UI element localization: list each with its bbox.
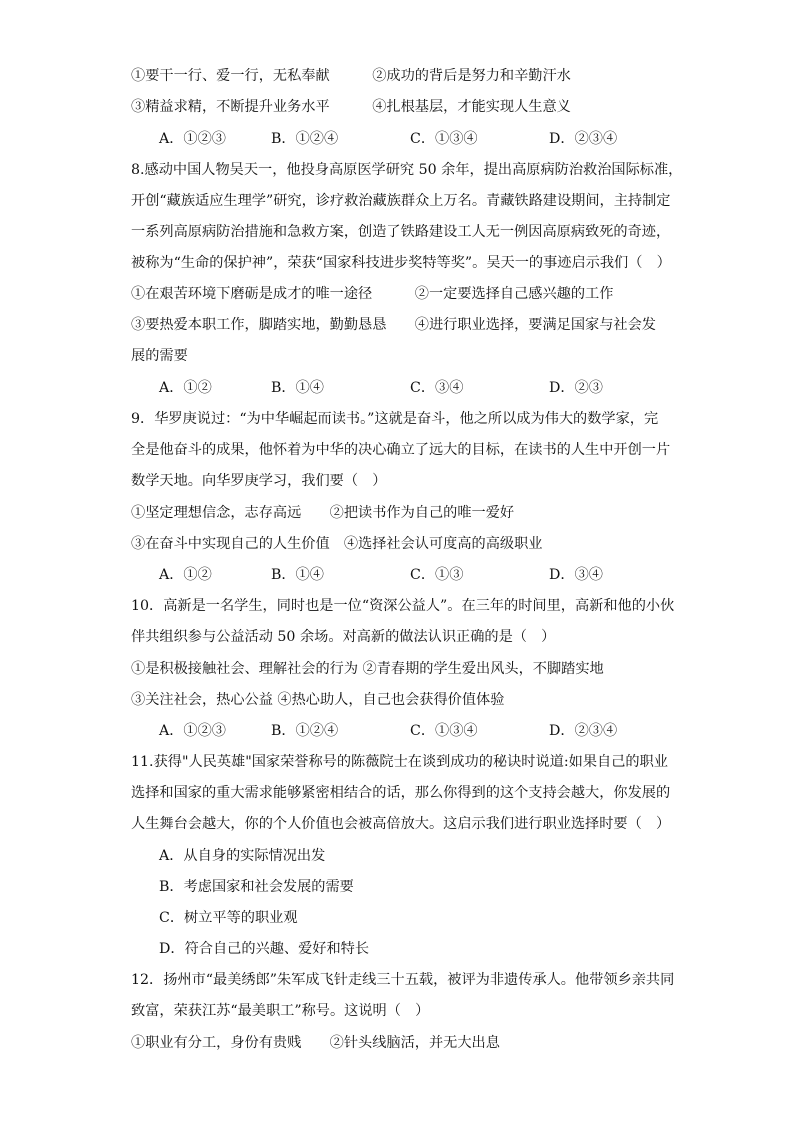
q10-stem-2: 伴共组织参与公益活动 50 余场。对高新的做法认识正确的是（ ） bbox=[131, 629, 556, 645]
q7-statements-1-2: ①要干一行、爱一行，无私奉献 ②成功的背后是努力和辛勤汗水 bbox=[131, 68, 571, 84]
q9-option-c: C．①③ bbox=[410, 567, 464, 583]
q9-option-a: A．①② bbox=[159, 567, 212, 583]
q8-option-d: D．②③ bbox=[549, 380, 603, 396]
q11-option-d: D．符合自己的兴趣、爱好和特长 bbox=[159, 941, 370, 957]
q12-statements-1-2: ①职业有分工，身份有贵贱 ②针头线脑活，并无大出息 bbox=[131, 1035, 500, 1051]
q10-option-c: C．①③④ bbox=[410, 723, 478, 739]
q11-stem-1: 11.获得"人民英雄"国家荣誉称号的陈薇院士在谈到成功的秘诀时说道:如果自己的职业 bbox=[131, 754, 668, 770]
q8-option-c: C．③④ bbox=[410, 380, 464, 396]
q10-stem-1: 10．高新是一名学生，同时也是一位“资深公益人”。在三年的时间里，高新和他的小伙 bbox=[131, 598, 675, 614]
q11-stem-3: 人生舞台会越大，你的个人价值也会被高倍放大。这启示我们进行职业选择时要（ ） bbox=[131, 816, 671, 832]
q7-option-d: D．②③④ bbox=[549, 131, 618, 147]
q9-option-b: B．①④ bbox=[271, 567, 324, 583]
q8-stem-3: 一系列高原病防治措施和急救方案，创造了铁路建设工人无一例因高原病致死的奇迹， bbox=[131, 224, 671, 240]
q11-option-c: C．树立平等的职业观 bbox=[159, 910, 298, 926]
q8-statements-3-4: ③要热爱本职工作，脚踏实地，勤勤恳恳 ④进行职业选择，要满足国家与社会发 bbox=[131, 317, 656, 333]
q11-stem-2: 选择和国家的重大需求能够紧密相结合的话，那么你得到的这个支持会越大，你发展的 bbox=[131, 785, 671, 801]
q12-stem-1: 12．扬州市“最美绣郎”朱军成飞针走线三十五载，被评为非遗传承人。他带领乡亲共同 bbox=[131, 972, 675, 988]
q8-stem-1: 8.感动中国人物吴天一，他投身高原医学研究 50 余年，提出高原病防治救治国际标准， bbox=[131, 162, 683, 178]
q9-statements-3-4: ③在奋斗中实现自己的人生价值 ④选择社会认可度高的高级职业 bbox=[131, 536, 543, 552]
q9-option-d: D．③④ bbox=[549, 567, 603, 583]
q8-option-b: B．①④ bbox=[271, 380, 324, 396]
q8-statements-1-2: ①在艰苦环境下磨砺是成才的唯一途径 ②一定要选择自己感兴趣的工作 bbox=[131, 286, 614, 302]
q7-option-c: C．①③④ bbox=[410, 131, 478, 147]
q10-option-a: A．①②③ bbox=[159, 723, 226, 739]
q12-stem-2: 致富，荣获江苏“最美职工”称号。这说明（ ） bbox=[131, 1003, 430, 1019]
q10-statements-1-2: ①是积极接触社会、理解社会的行为 ②青春期的学生爱出风头，不脚踏实地 bbox=[131, 661, 604, 677]
q8-stem-4: 被称为“生命的保护神”，荣获“国家科技进步奖特等奖”。吴天一的事迹启示我们（ ） bbox=[131, 255, 671, 271]
q10-statements-3-4: ③关注社会，热心公益 ④热心助人，自己也会获得价值体验 bbox=[131, 692, 505, 708]
q7-option-b: B．①②④ bbox=[271, 131, 339, 147]
q10-option-d: D．②③④ bbox=[549, 723, 618, 739]
q7-statements-3-4: ③精益求精，不断提升业务水平 ④扎根基层，才能实现人生意义 bbox=[131, 99, 571, 115]
q9-stem-2: 全是他奋斗的成果，他怀着为中华的决心确立了远大的目标，在读书的人生中开创一片 bbox=[131, 442, 671, 458]
q9-stem-3: 数学天地。向华罗庚学习，我们要（ ） bbox=[131, 473, 387, 489]
q11-option-b: B．考虑国家和社会发展的需要 bbox=[159, 879, 354, 895]
q7-option-a: A．①②③ bbox=[159, 131, 226, 147]
q11-option-a: A．从自身的实际情况出发 bbox=[159, 848, 326, 864]
q8-stem-2: 开创“藏族适应生理学”研究，诊疗救治藏族群众上万名。青藏铁路建设期间，主持制定 bbox=[131, 193, 671, 209]
q9-stem-1: 9．华罗庚说过：“为中华崛起而读书。”这就是奋斗，他之所以成为伟大的数学家，完 bbox=[131, 411, 659, 427]
q8-option-a: A．①② bbox=[159, 380, 212, 396]
q8-statements-cont: 展的需要 bbox=[131, 348, 188, 364]
q10-option-b: B．①②④ bbox=[271, 723, 339, 739]
q9-statements-1-2: ①坚定理想信念，志存高远 ②把读书作为自己的唯一爱好 bbox=[131, 505, 515, 521]
